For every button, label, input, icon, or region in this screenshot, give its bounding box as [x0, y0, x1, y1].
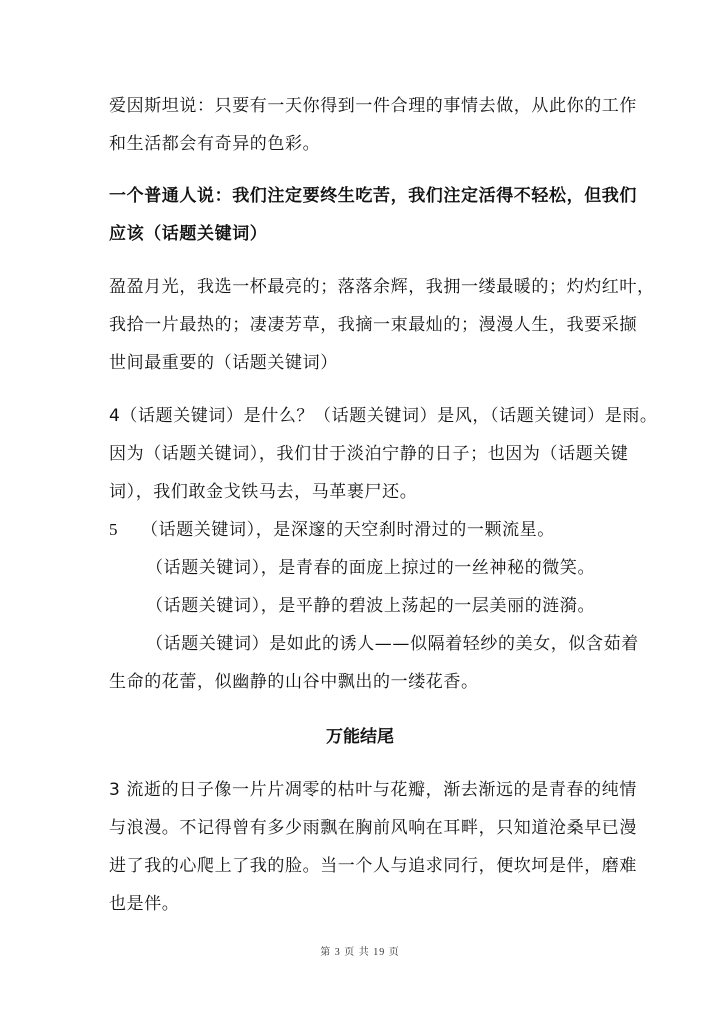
paragraph-5-line-2: （话题关键词），是青春的面庞上掠过的一丝神秘的微笑。 — [146, 558, 596, 578]
paragraph-einstein-line-1: 爱因斯坦说：只要有一天你得到一件合理的事情去做，从此你的工作 — [109, 96, 637, 116]
paragraph-5-line-1 — [109, 519, 555, 541]
paragraph-5-line-3: （话题关键词），是平静的碧波上荡起的一层美丽的涟漪。 — [146, 596, 596, 616]
paragraph-5-line-1-text: （话题关键词），是深邃的天空刹时滑过的一颗流星。 — [141, 520, 555, 540]
paragraph-einstein-line-2: 和生活都会有奇异的色彩。 — [109, 134, 321, 154]
paragraph-4-line-1: 4（话题关键词）是什么？（话题关键词）是风，（话题关键词）是雨。 — [109, 406, 658, 426]
paragraph-ordinary-line-2: 应该（话题关键词） — [109, 224, 268, 244]
paragraph-5-number: 5 — [109, 520, 119, 539]
paragraph-ending-line-4: 也是伴。 — [109, 894, 180, 914]
paragraph-moonlight-line-3: 世间最重要的（话题关键词） — [109, 353, 338, 373]
paragraph-4-line-2: 因为（话题关键词），我们甘于淡泊宁静的日子；也因为（话题关键 — [109, 444, 629, 464]
section-heading: 万能结尾 — [326, 727, 394, 747]
paragraph-moonlight-line-1: 盈盈月光，我选一杯最亮的；落落余辉，我拥一缕最暖的；灼灼红叶， — [109, 277, 655, 297]
page-number-footer: 第 3 页 共 19 页 — [320, 947, 400, 958]
paragraph-5-line-5: 生命的花蕾，似幽静的山谷中飘出的一缕花香。 — [109, 672, 479, 692]
paragraph-ordinary-line-1: 一个普通人说：我们注定要终生吃苦，我们注定活得不轻松，但我们 — [109, 186, 637, 206]
paragraph-5-line-4: （话题关键词）是如此的诱人——似隔着轻纱的美女，似含茹着 — [146, 634, 639, 654]
paragraph-ending-line-1: 3 流逝的日子像一片片凋零的枯叶与花瓣，渐去渐远的是青春的纯情 — [109, 780, 637, 800]
paragraph-4-line-3: 词），我们敢金戈铁马去，马革裹尸还。 — [109, 482, 418, 502]
paragraph-ending-line-3: 进了我的心爬上了我的脸。当一个人与追求同行，便坎坷是伴，磨难 — [109, 856, 637, 876]
paragraph-ending-line-2: 与浪漫。不记得曾有多少雨飘在胸前风响在耳畔，只知道沧桑早已漫 — [109, 818, 637, 838]
paragraph-moonlight-line-2: 我拾一片最热的；凄凄芳草，我摘一束最灿的；漫漫人生，我要采撷 — [109, 315, 637, 335]
